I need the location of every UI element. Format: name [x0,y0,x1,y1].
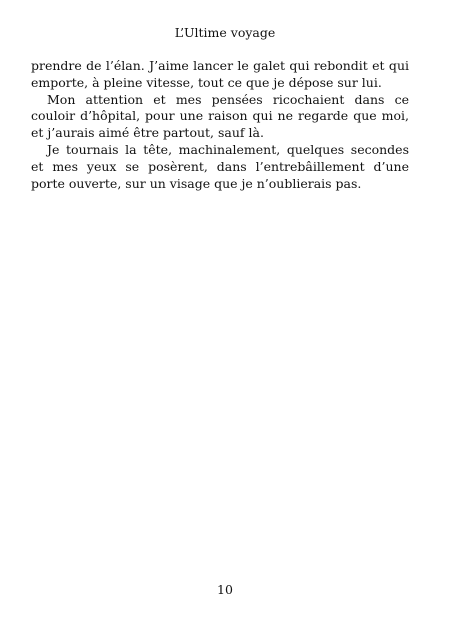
running-header-title: L’Ultime voyage [174,25,276,40]
paragraph: Je tournais la tête, machinalement, quelques secondes et mes yeux se posèrent, dans l’entrebâillement d’une porte ouverte, sur un visage que je n’oublierais pas. [31,141,409,191]
paragraph-continuation: prendre de l’élan. J’aime lancer le galet qui rebondit et qui emporte, à pleine vitesse, tout ce que je dépose sur lui. [31,58,409,90]
paragraph: Mon attention et mes pensées ricochaient dans ce couloir d’hôpital, pour une raison qui ne regarde que moi, et j’aurais aimé être partout, sauf là. [31,91,409,141]
body-text [31,58,409,192]
page-number: 10 [217,582,233,597]
